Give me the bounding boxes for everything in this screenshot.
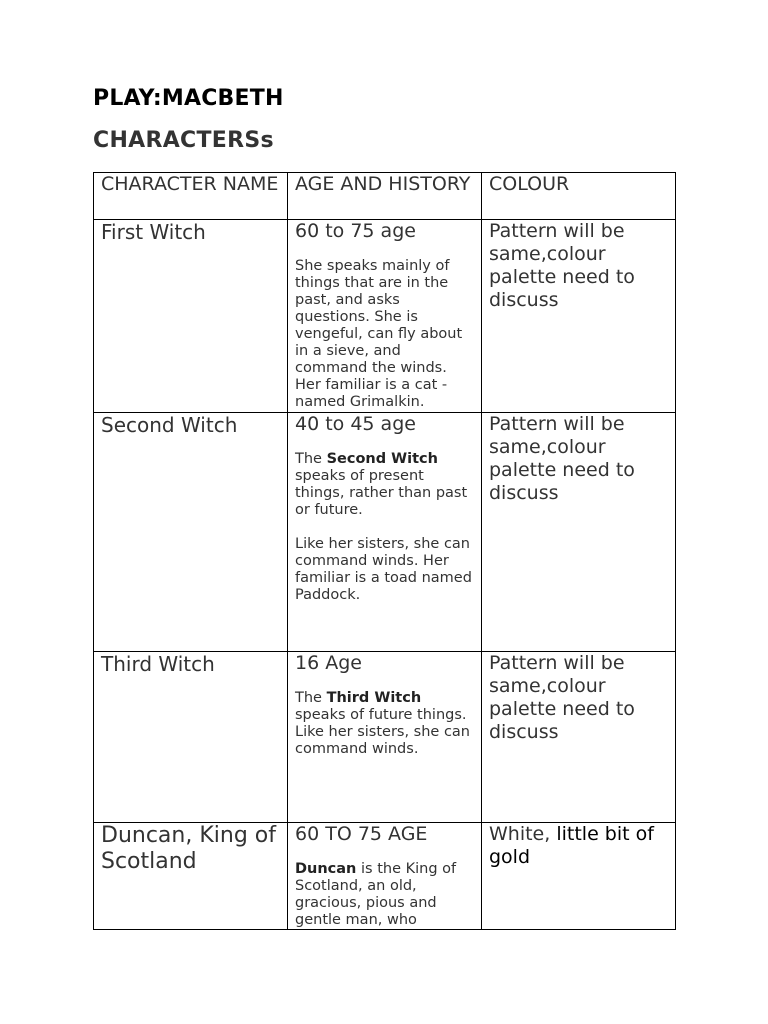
section-title: CHARACTERSs <box>93 128 274 153</box>
colour-cell <box>482 823 676 930</box>
character-name: Third Witch <box>101 652 215 676</box>
history-paragraph <box>295 861 475 929</box>
colour-cell <box>482 220 676 413</box>
history-paragraph <box>295 690 475 758</box>
character-history <box>295 690 475 758</box>
header-cell-name <box>94 173 288 220</box>
history-bold-name: Third Witch <box>326 690 422 706</box>
history-text: The <box>295 690 327 706</box>
history-text: speaks of future things. Like her sisters, she can command winds. <box>295 707 470 757</box>
character-name-cell <box>94 413 288 652</box>
character-age: 40 to 45 age <box>295 413 416 435</box>
character-colour <box>489 823 669 869</box>
history-paragraph: Like her sisters, she can command winds. Her familiar is a toad named Paddock. <box>295 536 472 603</box>
character-age: 16 Age <box>295 652 362 674</box>
character-colour: Pattern will be same,colour palette need to discuss <box>489 652 635 743</box>
history-paragraph: She speaks mainly of things that are in the past, and asks questions. She is vengeful, can fly about in a sieve, and command the winds. Her familiar is a cat - named Grimalkin. <box>295 258 463 410</box>
age-history-cell <box>288 652 482 823</box>
character-name: First Witch <box>101 220 206 244</box>
table-row <box>94 413 676 652</box>
character-name: Duncan, King of Scotland <box>101 823 276 874</box>
history-bold-name: Duncan <box>295 861 357 877</box>
header-cell-age <box>288 173 482 220</box>
colour-text-part: little bit of gold <box>489 823 654 868</box>
colour-text-part: White, <box>489 823 551 845</box>
history-text: speaks of present things, rather than past or future. <box>295 468 468 518</box>
header-name-label: CHARACTER NAME <box>101 173 279 195</box>
character-history <box>295 258 475 411</box>
age-history-cell <box>288 823 482 930</box>
character-colour: Pattern will be same,colour palette need to discuss <box>489 413 635 504</box>
history-paragraph <box>295 451 475 519</box>
character-name-cell <box>94 652 288 823</box>
character-name: Second Witch <box>101 413 238 437</box>
colour-cell <box>482 413 676 652</box>
header-colour-label: COLOUR <box>489 173 570 195</box>
character-name-cell <box>94 823 288 930</box>
table-header-row <box>94 173 676 220</box>
header-age-label: AGE AND HISTORY <box>295 173 471 195</box>
table-row <box>94 652 676 823</box>
colour-cell <box>482 652 676 823</box>
history-bold-name: Second Witch <box>326 451 438 467</box>
character-name-cell <box>94 220 288 413</box>
age-history-cell <box>288 413 482 652</box>
history-text: The <box>295 451 327 467</box>
character-history <box>295 861 475 929</box>
header-cell-colour <box>482 173 676 220</box>
character-age: 60 to 75 age <box>295 220 416 242</box>
table-row <box>94 823 676 930</box>
characters-table <box>93 172 676 930</box>
character-colour: Pattern will be same,colour palette need to discuss <box>489 220 635 311</box>
play-title: PLAY:MACBETH <box>93 86 284 111</box>
table-row <box>94 220 676 413</box>
character-age: 60 TO 75 AGE <box>295 823 428 845</box>
character-history <box>295 451 475 604</box>
age-history-cell <box>288 220 482 413</box>
history-text: is the King of Scotland, an old, gracious, pious and gentle man, who <box>295 861 457 928</box>
